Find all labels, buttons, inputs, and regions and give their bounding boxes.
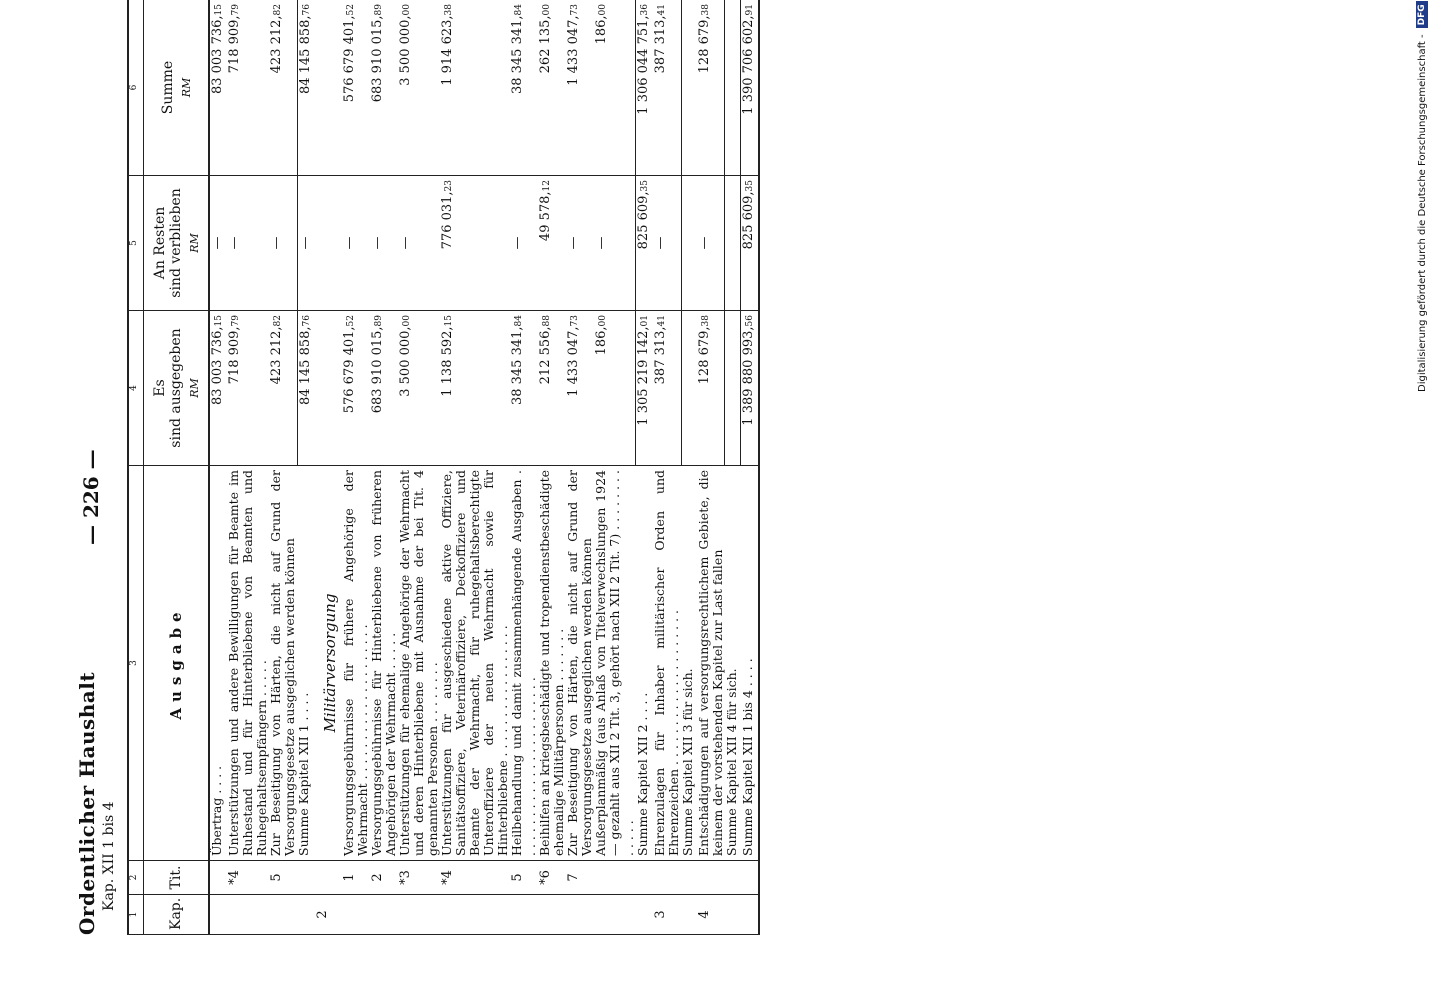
description-cell	[510, 466, 538, 861]
tit-number: 7	[565, 873, 581, 882]
remaining-cell	[227, 176, 269, 311]
total-amount: 683 910 015,	[369, 15, 385, 103]
remaining-dash: —	[397, 236, 413, 250]
total-amount: 718 909,	[227, 15, 242, 74]
table-row	[269, 0, 297, 935]
sum-row	[725, 0, 741, 935]
spent-cents: 00	[401, 315, 412, 327]
kap-number: 2	[314, 910, 330, 919]
total-label: Summe	[159, 60, 176, 115]
kap-cell	[342, 895, 370, 935]
remaining-cents: 35	[745, 180, 755, 192]
spent-amount: 1 433 047,	[565, 326, 581, 397]
tit-number: 5	[509, 873, 525, 882]
tit-cell	[209, 861, 227, 895]
description-cell	[681, 466, 697, 861]
kap-cell	[315, 895, 342, 935]
ledger-body	[209, 0, 759, 935]
tit-number: 2	[369, 873, 385, 882]
tit-cell	[370, 861, 398, 895]
spent-cents: 15	[443, 315, 454, 327]
description-cell	[209, 466, 227, 861]
dfg-logo: DFG	[1416, 1, 1428, 28]
spent-cents: 38	[700, 315, 711, 327]
kap-cell	[227, 895, 269, 935]
remaining-dash: —	[653, 236, 668, 250]
colnum-1: 1	[128, 895, 144, 935]
kap-cell	[681, 895, 697, 935]
remaining-cell	[741, 176, 760, 311]
item-description: Außerplanmäßig (aus Anlaß von Titelverwechslungen 1924 — gezahlt aus XII 2 Tit. 3, gehört nach XII 2 Tit. 7) . . . . . . . . . . . . .	[592, 470, 636, 856]
item-description: Entschädigungen auf versorgungsrechtlichem Gebiete, die keinem der vorstehenden Kapitel zur Last fallen	[695, 470, 725, 856]
tit-cell	[538, 861, 566, 895]
total-cell	[440, 0, 510, 176]
total-cell	[398, 0, 440, 176]
spent-amount: 84 145 858,	[297, 326, 313, 406]
spent-amount: 1 138 592,	[439, 326, 455, 397]
description-cell	[697, 466, 725, 861]
spent-cents: 56	[745, 315, 755, 327]
total-cents: 79	[231, 4, 241, 16]
total-amount: 3 500 000,	[397, 15, 413, 86]
page-header	[75, 0, 130, 935]
remaining-dash: —	[369, 236, 385, 250]
total-cents: 00	[597, 4, 608, 16]
tit-cell	[269, 861, 297, 895]
spent-cell	[370, 311, 398, 466]
total-cents: 73	[569, 4, 580, 16]
kap-cell	[538, 895, 566, 935]
total-amount: 1 433 047,	[565, 15, 581, 86]
total-cents: 91	[745, 4, 755, 16]
tit-cell	[297, 861, 315, 895]
table-row	[653, 0, 681, 935]
total-cell	[636, 0, 654, 176]
spent-cents: 82	[273, 315, 283, 327]
spent-cents: 01	[640, 315, 650, 327]
total-cell	[269, 0, 297, 176]
item-description: Zur Beseitigung von Härten, die nicht auf Grund der Versorgungsgesetze ausgeglichen werden können	[564, 470, 594, 856]
spent-cell	[594, 311, 636, 466]
total-amount: 262 135,	[537, 15, 553, 74]
item-description: Summe Kapitel XII 3 für sich.	[680, 668, 695, 856]
spent-amount: 576 679 401,	[341, 326, 357, 414]
total-amount: 83 003 736,	[210, 15, 225, 95]
tit-cell	[440, 861, 510, 895]
table-row	[594, 0, 636, 935]
item-description: Unterstützungen für ausgeschiedene aktive Offiziere, Sanitätsoffiziere, Veterinäroffiziere, Deckoffiziere und Beamte der Wehrmacht, für ruhegehaltsberechtigte Unteroffiziere der neuen Wehrmacht sowie für Hinterbliebene . . . . . . . . . . . . . . . . .	[438, 470, 510, 856]
description-cell	[440, 466, 510, 861]
table-row	[538, 0, 566, 935]
colnum-6: 6	[128, 0, 144, 176]
tit-cell	[636, 861, 654, 895]
table-row	[370, 0, 398, 935]
spent-cell	[566, 311, 594, 466]
header-tit: Tit.	[144, 861, 210, 895]
total-amount: 1 914 623,	[439, 15, 455, 86]
spent-cents: 73	[569, 315, 580, 327]
description-cell	[269, 466, 297, 861]
spent-cell	[725, 311, 741, 466]
spent-amount: 423 212,	[269, 326, 284, 385]
description-cell	[315, 466, 342, 861]
spent-cell	[697, 311, 725, 466]
spent-cents: 15	[214, 315, 224, 327]
table-row	[342, 0, 370, 935]
tit-number: 6	[537, 870, 553, 879]
total-cents: 41	[657, 4, 667, 16]
remaining-dash: —	[565, 236, 581, 250]
remaining-amount: 776 031,	[439, 191, 455, 250]
total-amount: 1 306 044 751,	[636, 15, 651, 115]
kap-cell	[594, 895, 636, 935]
kap-cell	[440, 895, 510, 935]
table-row	[227, 0, 269, 935]
spent-cell	[538, 311, 566, 466]
spent-cell	[636, 311, 654, 466]
spent-cell	[681, 311, 697, 466]
spent-amount: 683 910 015,	[369, 326, 385, 414]
remaining-dash: —	[227, 236, 242, 250]
description-cell	[636, 466, 654, 861]
tit-cell	[566, 861, 594, 895]
kap-number: 3	[653, 910, 668, 919]
tit-cell	[681, 861, 697, 895]
item-description: Versorgungsgebührnisse für frühere Angehörige der Wehrmacht . . . . . . . . . . . . . . . . . . . .	[340, 470, 370, 856]
remaining-dash: —	[696, 236, 712, 250]
budget-title: Ordentlicher Haushalt	[75, 671, 99, 935]
spent-cell	[209, 311, 227, 466]
column-header-row	[144, 0, 210, 935]
remaining-cell	[697, 176, 725, 311]
kap-cell	[297, 895, 315, 935]
total-cell	[697, 0, 725, 176]
tit-mark: *	[439, 878, 455, 885]
total-cell	[653, 0, 681, 176]
colnum-3: 3	[128, 466, 144, 861]
remaining-cell	[725, 176, 741, 311]
spent-unit: RM	[187, 378, 201, 398]
tit-mark: *	[537, 878, 553, 885]
spent-cents: 00	[597, 315, 608, 327]
spent-cell	[297, 311, 315, 466]
spent-amount: 128 679,	[696, 326, 712, 385]
total-cell	[510, 0, 538, 176]
tit-cell	[653, 861, 681, 895]
item-description: Zur Beseitigung von Härten, die nicht auf Grund der Versorgungsgesetze ausgeglichen werden können	[268, 470, 297, 856]
kap-cell	[653, 895, 681, 935]
remaining-dash: —	[341, 236, 357, 250]
total-cell	[594, 0, 636, 176]
tit-number: 4	[227, 870, 242, 879]
item-description: Übertrag . . . .	[209, 765, 224, 856]
kap-cell	[725, 895, 741, 935]
spent-cents: 89	[373, 315, 384, 327]
remaining-cell	[297, 176, 315, 311]
total-cents: 89	[373, 4, 384, 16]
spent-cell	[315, 311, 342, 466]
item-description: Ehrenzulagen für Inhaber militärischer Orden und Ehrenzeichen . . . . . . . . . . . . . . . . . . . .	[652, 470, 681, 856]
remaining-cell	[315, 176, 342, 311]
remaining-dash: —	[593, 236, 609, 250]
tit-number: 3	[397, 870, 413, 879]
sum-row	[681, 0, 697, 935]
tit-number: 5	[269, 873, 284, 882]
spent-cents: 52	[345, 315, 356, 327]
remaining-cell	[538, 176, 566, 311]
expenditure-table	[127, 0, 760, 935]
remaining-cents: 12	[541, 180, 552, 192]
remaining-dash: —	[509, 236, 525, 250]
item-description: Versorgungsgebührnisse für Hinterbliebene von früheren Angehörigen der Wehrmacht . . . . .	[368, 470, 398, 856]
spent-cell	[440, 311, 510, 466]
item-description: Heilbehandlung und damit zusammenhängende Ausgaben . . . . . . . . . . . . . . . . . . . . . . . .	[508, 470, 538, 856]
remaining-line1: An Resten	[151, 206, 168, 280]
total-cell	[227, 0, 269, 176]
sum-row	[741, 0, 760, 935]
remaining-cell	[370, 176, 398, 311]
spent-amount: 3 500 000,	[397, 326, 413, 397]
total-cents: 38	[443, 4, 454, 16]
kap-cell	[510, 895, 538, 935]
chapter-range: Kap. XII 1 bis 4	[101, 801, 117, 911]
spent-line2: sind ausgegeben	[167, 328, 184, 448]
tit-cell	[342, 861, 370, 895]
description-cell	[398, 466, 440, 861]
total-amount: 38 345 341,	[509, 15, 525, 95]
kap-cell	[398, 895, 440, 935]
section-heading: Militärversorgung	[320, 593, 339, 733]
spent-cents: 79	[231, 315, 241, 327]
total-cell	[566, 0, 594, 176]
rotated-page	[75, 0, 1405, 935]
description-cell	[741, 466, 760, 861]
total-amount: 1 390 706 602,	[741, 15, 756, 115]
spent-cents: 76	[301, 315, 312, 327]
kap-number: 4	[696, 910, 712, 919]
tit-cell	[227, 861, 269, 895]
remaining-amount: 825 609,	[636, 191, 651, 250]
kap-cell	[269, 895, 297, 935]
tit-mark: *	[397, 878, 413, 885]
remaining-amount: 825 609,	[741, 191, 756, 250]
item-description: Summe Kapitel XII 1 . . . .	[296, 692, 311, 856]
total-cents: 38	[700, 4, 711, 16]
spent-cents: 84	[513, 315, 524, 327]
table-row	[510, 0, 538, 935]
total-amount: 387 313,	[653, 15, 668, 74]
spent-amount: 212 556,	[537, 326, 553, 385]
remaining-dash: —	[210, 236, 225, 250]
total-cell	[370, 0, 398, 176]
item-description: Summe Kapitel XII 2 . . . .	[634, 692, 650, 856]
table-row	[566, 0, 594, 935]
description-cell	[566, 466, 594, 861]
description-cell	[594, 466, 636, 861]
sum-row	[636, 0, 654, 935]
description-cell	[538, 466, 566, 861]
tit-mark: *	[227, 878, 242, 885]
item-description: Unterstützungen und andere Bewilligungen für Beamte im Ruhestand und für Hinterbliebene von Beamten und Ruhegehaltsempfängern . . . . .	[226, 470, 269, 856]
table-row	[209, 0, 227, 935]
item-description: Unterstützungen für ehemalige Angehörige der Wehrmacht und deren Hinterbliebene mit Ausnahme der bei Tit. 4 genannten Personen . . . . . . . .	[396, 470, 440, 856]
remaining-cell	[653, 176, 681, 311]
total-unit: RM	[179, 77, 193, 98]
total-cell	[741, 0, 760, 176]
description-cell	[297, 466, 315, 861]
spent-cell	[398, 311, 440, 466]
remaining-cell	[398, 176, 440, 311]
item-description: Summe Kapitel XII 1 bis 4 . . . .	[739, 658, 755, 856]
description-cell	[653, 466, 681, 861]
spent-amount: 38 345 341,	[509, 326, 525, 406]
remaining-cell	[209, 176, 227, 311]
spent-amount: 1 305 219 142,	[636, 326, 651, 426]
credit-text: Digitalisierung gefördert durch die Deutsche Forschungsgemeinschaft -	[1416, 34, 1428, 392]
total-cell	[725, 0, 741, 176]
description-cell	[370, 466, 398, 861]
total-cents: 00	[401, 4, 412, 16]
tit-cell	[594, 861, 636, 895]
kap-cell	[370, 895, 398, 935]
total-cents: 52	[345, 4, 356, 16]
page-number: — 226 —	[79, 449, 103, 545]
spent-cell	[227, 311, 269, 466]
table-row	[697, 0, 725, 935]
header-kap: Kap.	[144, 895, 210, 935]
remaining-cell	[681, 176, 697, 311]
spent-cell	[653, 311, 681, 466]
spent-cell	[510, 311, 538, 466]
item-description: Beihilfen an kriegsbeschädigte und tropendienstbeschädigte ehemalige Militärpersonen . . . . . . .	[536, 470, 566, 856]
remaining-cell	[566, 176, 594, 311]
total-cell	[538, 0, 566, 176]
spent-amount: 83 003 736,	[210, 326, 225, 406]
tit-number: 4	[439, 870, 455, 879]
tit-cell	[741, 861, 760, 895]
total-cents: 00	[541, 4, 552, 16]
total-cell	[681, 0, 697, 176]
item-description: Summe Kapitel XII 4 für sich.	[723, 668, 739, 856]
header-remaining	[144, 176, 210, 311]
kap-cell	[566, 895, 594, 935]
remaining-cell	[510, 176, 538, 311]
remaining-cell	[440, 176, 510, 311]
remaining-cents: 35	[640, 180, 650, 192]
remaining-cell	[342, 176, 370, 311]
sum-row	[297, 0, 315, 935]
description-cell	[725, 466, 741, 861]
table-row	[398, 0, 440, 935]
total-cell	[315, 0, 342, 176]
total-amount: 84 145 858,	[297, 15, 313, 95]
tit-number: 1	[341, 873, 357, 882]
total-cents: 36	[640, 4, 650, 16]
table-row	[440, 0, 510, 935]
tit-cell	[510, 861, 538, 895]
tit-cell	[315, 861, 342, 895]
colnum-2: 2	[128, 861, 144, 895]
colnum-5: 5	[128, 176, 144, 311]
remaining-amount: 49 578,	[537, 191, 553, 242]
remaining-dash: —	[269, 236, 284, 250]
total-cell	[209, 0, 227, 176]
remaining-cents: 23	[443, 180, 454, 192]
remaining-unit: RM	[187, 233, 201, 253]
spent-amount: 1 389 880 993,	[741, 326, 756, 426]
tit-cell	[398, 861, 440, 895]
total-cell	[297, 0, 315, 176]
remaining-cell	[269, 176, 297, 311]
section-heading-row	[315, 0, 342, 935]
total-cell	[342, 0, 370, 176]
remaining-dash: —	[297, 236, 313, 250]
kap-cell	[697, 895, 725, 935]
total-amount: 576 679 401,	[341, 15, 357, 103]
spent-amount: 718 909,	[227, 326, 242, 385]
spent-cents: 88	[541, 315, 552, 327]
total-cents: 84	[513, 4, 524, 16]
description-cell	[227, 466, 269, 861]
header-spent	[144, 311, 210, 466]
ausgabe-label: Ausgabe	[167, 606, 185, 720]
remaining-cell	[636, 176, 654, 311]
kap-cell	[741, 895, 760, 935]
total-cents: 82	[273, 4, 283, 16]
kap-cell	[636, 895, 654, 935]
description-cell	[342, 466, 370, 861]
header-total	[144, 0, 210, 176]
total-cents: 76	[301, 4, 312, 16]
tit-cell	[725, 861, 741, 895]
header-ausgabe	[144, 466, 210, 861]
spent-cents: 41	[657, 315, 667, 327]
spent-amount: 186,	[593, 326, 609, 356]
column-number-row	[128, 0, 144, 935]
total-cents: 15	[214, 4, 224, 16]
total-amount: 128 679,	[696, 15, 712, 74]
digitization-credit	[1410, 4, 1434, 392]
tit-cell	[697, 861, 725, 895]
total-amount: 186,	[593, 15, 609, 45]
spent-line1: Es	[151, 379, 168, 397]
spent-amount: 387 313,	[653, 326, 668, 385]
total-amount: 423 212,	[269, 15, 284, 74]
kap-cell	[209, 895, 227, 935]
spent-cell	[741, 311, 760, 466]
remaining-line2: sind verblieben	[167, 188, 184, 298]
colnum-4: 4	[128, 311, 144, 466]
spent-cell	[269, 311, 297, 466]
remaining-cell	[594, 176, 636, 311]
spent-cell	[342, 311, 370, 466]
